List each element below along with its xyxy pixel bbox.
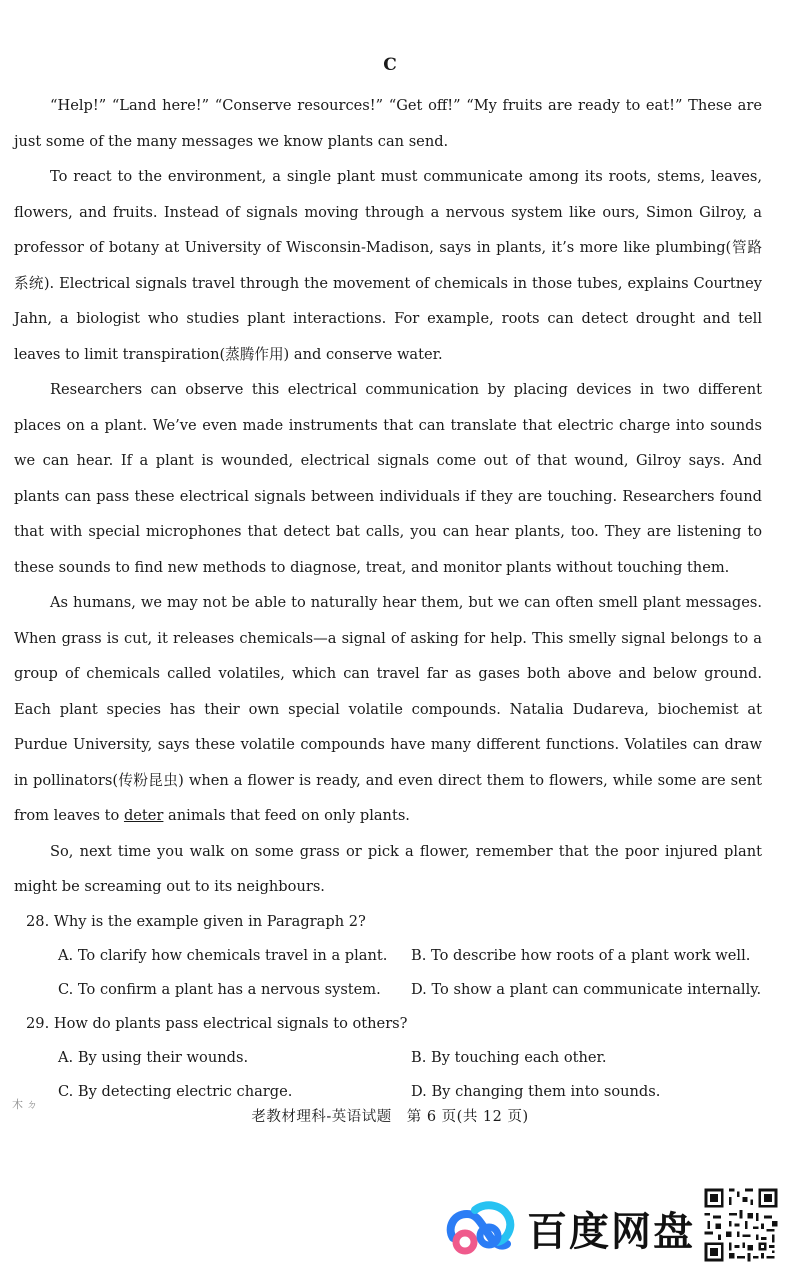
baidu-netdisk-watermark <box>445 1198 695 1258</box>
paragraph-1: “Help!” “Land here!” “Conserve resources!” “Get off!” “My fruits are ready to eat!” These are just some of the many messages we know plants can send. <box>14 97 762 150</box>
paragraph-5: So, next time you walk on some grass or pick a flower, remember that the poor injured plant might be screaming out to its neighbours. <box>14 842 762 895</box>
question-28-option-c: C. To confirm a plant has a nervous system. <box>58 981 381 998</box>
paragraph-2: To react to the environment, a single plant must communicate among its roots, stems, leaves, flowers, and fruits. Instead of signals moving through a nervous system like ours, Simon Gilroy, a professor of botany at University of Wisconsin-Madison, says in plants, it’s more like plumbing(管路系统). Electrical signals travel through the movement of chemicals in those tubes, explains Courtney Jahn, a biologist who studies plant interactions. For example, roots can detect drought and tell leaves to limit transpiration(蒸腾作用) and conserve water. <box>14 168 762 363</box>
baidu-netdisk-logo-icon <box>445 1198 519 1258</box>
underlined-word-deter: deter <box>123 807 164 824</box>
margin-scribble: 木 ㄉ <box>12 1098 38 1111</box>
question-29-option-c: C. By detecting electric charge. <box>58 1083 293 1100</box>
question-29-option-a: A. By using their wounds. <box>58 1049 249 1066</box>
section-letter: C <box>383 55 397 75</box>
question-29 <box>26 1007 766 1109</box>
question-29-stem: 29. How do plants pass electrical signals to others? <box>26 1015 408 1032</box>
qr-code-icon <box>702 1186 780 1264</box>
question-28-option-b: B. To describe how roots of a plant work well. <box>411 947 751 964</box>
paragraph-4 <box>14 585 762 834</box>
question-29-option-b: B. By touching each other. <box>411 1049 607 1066</box>
page-footer: 老教材理科-英语试题 第 6 页(共 12 页) <box>251 1109 529 1125</box>
question-29-option-d: D. By changing them into sounds. <box>411 1083 661 1100</box>
question-28-option-a: A. To clarify how chemicals travel in a plant. <box>58 947 388 964</box>
question-28 <box>26 905 766 1007</box>
question-block <box>26 905 766 1109</box>
baidu-netdisk-name: 百度网盘 <box>527 1208 695 1255</box>
paragraph-4-text: As humans, we may not be able to naturally hear them, but we can often smell plant messages. When grass is cut, it releases chemicals—a signal of asking for help. This smelly signal belongs to a group of chemicals called volatiles, which can travel far as gases both above and below ground. Each plant species has their own special volatile compounds. Natalia Dudareva, biochemist at Purdue University, says these volatile compounds have many different functions. Volatiles can draw in pollinators(传粉昆虫) when a flower is ready, and even direct them to flowers, while some are sent from leaves to <box>14 594 762 824</box>
reading-passage <box>14 88 762 905</box>
paragraph-3: Researchers can observe this electrical communication by placing devices in two different places on a plant. We’ve even made instruments that can translate that electric charge into sounds we can hear. If a plant is wounded, electrical signals come out of that wound, Gilroy says. And plants can pass these electrical signals between individuals if they are touching. Researchers found that with special microphones that detect bat calls, you can hear plants, too. They are listening to these sounds to find new methods to diagnose, treat, and monitor plants without touching them. <box>14 381 762 576</box>
question-28-option-d: D. To show a plant can communicate internally. <box>411 981 762 998</box>
question-28-stem: 28. Why is the example given in Paragraph 2? <box>26 913 366 930</box>
paragraph-4-tail: animals that feed on only plants. <box>163 807 410 824</box>
